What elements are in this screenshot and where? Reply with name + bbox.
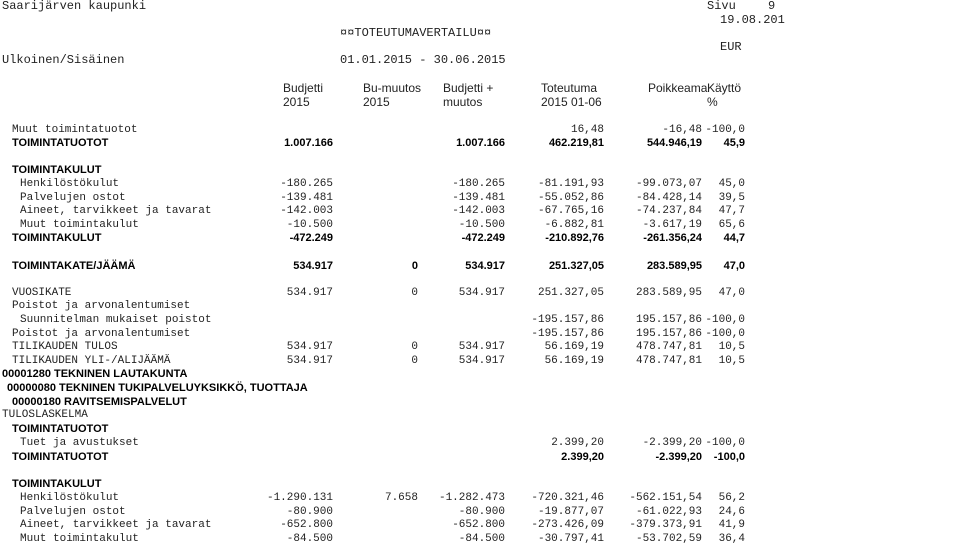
table-row bbox=[0, 137, 960, 150]
cell-value: -100,0 bbox=[705, 437, 745, 449]
cell-value: 45,9 bbox=[723, 137, 745, 149]
row-label: Aineet, tarvikkeet ja tavarat bbox=[20, 519, 212, 531]
cell-value: -180.265 bbox=[452, 178, 505, 190]
row-label: Palvelujen ostot bbox=[20, 506, 126, 518]
row-label: 00001280 TEKNINEN LAUTAKUNTA bbox=[2, 368, 188, 380]
col-change-h1: Bu-muutos bbox=[363, 81, 422, 95]
row-label: 00000180 RAVITSEMISPALVELUT bbox=[12, 396, 187, 408]
cell-value: 478.747,81 bbox=[635, 355, 702, 367]
table-row bbox=[0, 341, 960, 354]
cell-value: -180.265 bbox=[280, 178, 333, 190]
table-row bbox=[0, 355, 960, 368]
cell-value: 534.917 bbox=[458, 355, 505, 367]
row-label: TOIMINTAKULUT bbox=[12, 164, 102, 176]
cell-value: -16,48 bbox=[662, 124, 702, 136]
cell-value: -55.052,86 bbox=[537, 192, 604, 204]
period-label: 01.01.2015 - 30.06.2015 bbox=[340, 53, 506, 67]
cell-value: 283.589,95 bbox=[646, 260, 702, 272]
table-row bbox=[0, 192, 960, 205]
cell-value: 47,0 bbox=[718, 287, 745, 299]
col-actual-h2: 2015 01-06 bbox=[541, 95, 602, 109]
cell-value: 2.399,20 bbox=[561, 451, 604, 463]
col-budget-h1: Budjetti bbox=[283, 81, 324, 95]
cell-value: -1.282.473 bbox=[438, 492, 505, 504]
cell-value: -10.500 bbox=[286, 219, 333, 231]
cell-value: 10,5 bbox=[718, 341, 745, 353]
row-label: Tuet ja avustukset bbox=[20, 437, 139, 449]
cell-value: -53.702,59 bbox=[635, 533, 702, 545]
row-label: TOIMINTATUOTOT bbox=[12, 451, 109, 463]
cell-value: 534.917 bbox=[293, 260, 333, 272]
cell-value: 39,5 bbox=[718, 192, 745, 204]
cell-value: -1.290.131 bbox=[266, 492, 333, 504]
cell-value: -100,0 bbox=[705, 328, 745, 340]
cell-value: 47,7 bbox=[718, 205, 745, 217]
cell-value: -67.765,16 bbox=[537, 205, 604, 217]
cell-value: 0 bbox=[411, 355, 418, 367]
cell-value: 2.399,20 bbox=[551, 437, 604, 449]
cell-value: 16,48 bbox=[570, 124, 604, 136]
col-usage-h1: Käyttö bbox=[707, 81, 742, 95]
table-row bbox=[0, 423, 960, 436]
cell-value: -30.797,41 bbox=[537, 533, 604, 545]
cell-value: -99.073,07 bbox=[635, 178, 702, 190]
table-row bbox=[0, 300, 960, 313]
col-usage-h2: % bbox=[707, 95, 718, 109]
cell-value: -142.003 bbox=[452, 205, 505, 217]
cell-value: -2.399,20 bbox=[642, 437, 702, 449]
cell-value: -379.373,91 bbox=[629, 519, 702, 531]
cell-value: -3.617,19 bbox=[642, 219, 702, 231]
row-label: TILIKAUDEN TULOS bbox=[12, 341, 118, 353]
row-label: TOIMINTATUOTOT bbox=[12, 137, 109, 149]
scope-label: Ulkoinen/Sisäinen bbox=[2, 53, 125, 67]
cell-value: -84.500 bbox=[458, 533, 505, 545]
currency-label: EUR bbox=[720, 40, 742, 54]
cell-value: -10.500 bbox=[458, 219, 505, 231]
cell-value: 24,6 bbox=[718, 506, 745, 518]
cell-value: -562.151,54 bbox=[629, 492, 702, 504]
cell-value: -139.481 bbox=[280, 192, 333, 204]
cell-value: -100,0 bbox=[705, 124, 745, 136]
cell-value: -80.900 bbox=[286, 506, 333, 518]
cell-value: 534.917 bbox=[458, 287, 505, 299]
table-row bbox=[0, 478, 960, 491]
row-label: Muut toimintakulut bbox=[20, 219, 139, 231]
table-row bbox=[0, 124, 960, 137]
row-label: Suunnitelman mukaiset poistot bbox=[20, 314, 212, 326]
table-row bbox=[0, 533, 960, 546]
page-label: Sivu bbox=[707, 0, 736, 13]
cell-value: 544.946,19 bbox=[646, 137, 702, 149]
table-row bbox=[0, 519, 960, 532]
table-row bbox=[0, 396, 960, 409]
cell-value: 1.007.166 bbox=[456, 137, 505, 149]
table-row bbox=[0, 260, 960, 273]
table-row bbox=[0, 205, 960, 218]
cell-value: 534.917 bbox=[465, 260, 505, 272]
cell-value: 0 bbox=[411, 341, 418, 353]
table-row bbox=[0, 232, 960, 245]
cell-value: 534.917 bbox=[286, 287, 333, 299]
cell-value: 36,4 bbox=[718, 533, 745, 545]
table-row bbox=[0, 178, 960, 191]
row-label: TILIKAUDEN YLI-/ALIJÄÄMÄ bbox=[12, 355, 171, 367]
row-label: Poistot ja arvonalentumiset bbox=[12, 328, 191, 340]
cell-value: 47,0 bbox=[723, 260, 745, 272]
cell-value: 251.327,05 bbox=[537, 287, 604, 299]
row-label: Henkilöstökulut bbox=[20, 492, 120, 504]
cell-value: -472.249 bbox=[461, 232, 505, 244]
cell-value: -142.003 bbox=[280, 205, 333, 217]
cell-value: -100,0 bbox=[705, 314, 745, 326]
col-budget-total-h2: muutos bbox=[443, 95, 483, 109]
row-label: TOIMINTAKATE/JÄÄMÄ bbox=[12, 260, 136, 272]
cell-value: 195.157,86 bbox=[635, 328, 702, 340]
cell-value: 44,7 bbox=[723, 232, 745, 244]
table-row bbox=[0, 368, 960, 381]
cell-value: 0 bbox=[411, 260, 418, 272]
cell-value: 251.327,05 bbox=[548, 260, 604, 272]
cell-value: -652.800 bbox=[280, 519, 333, 531]
col-deviation-h1: Poikkeama bbox=[648, 81, 708, 95]
organization-name: Saarijärven kaupunki bbox=[2, 0, 147, 13]
cell-value: -6.882,81 bbox=[544, 219, 604, 231]
table-row bbox=[0, 151, 960, 164]
cell-value: 1.007.166 bbox=[284, 137, 333, 149]
row-label: TULOSLASKELMA bbox=[2, 409, 88, 421]
cell-value: -139.481 bbox=[452, 192, 505, 204]
cell-value: -195.157,86 bbox=[531, 328, 604, 340]
row-label: TOIMINTATUOTOT bbox=[12, 423, 109, 435]
cell-value: 478.747,81 bbox=[635, 341, 702, 353]
table-row bbox=[0, 246, 960, 259]
table-row bbox=[0, 287, 960, 300]
row-label: TOIMINTAKULUT bbox=[12, 232, 102, 244]
cell-value: 10,5 bbox=[718, 355, 745, 367]
cell-value: -84.428,14 bbox=[635, 192, 702, 204]
cell-value: 534.917 bbox=[286, 355, 333, 367]
cell-value: 283.589,95 bbox=[635, 287, 702, 299]
row-label: Palvelujen ostot bbox=[20, 192, 126, 204]
cell-value: -210.892,76 bbox=[545, 232, 604, 244]
report-date: 19.08.201 bbox=[720, 13, 785, 27]
cell-value: 195.157,86 bbox=[635, 314, 702, 326]
cell-value: -261.356,24 bbox=[643, 232, 702, 244]
table-row bbox=[0, 382, 960, 395]
table-row bbox=[0, 274, 960, 287]
table-row bbox=[0, 164, 960, 177]
cell-value: -74.237,84 bbox=[635, 205, 702, 217]
cell-value: 45,0 bbox=[718, 178, 745, 190]
table-row bbox=[0, 219, 960, 232]
cell-value: 534.917 bbox=[458, 341, 505, 353]
table-row bbox=[0, 492, 960, 505]
row-label: Poistot ja arvonalentumiset bbox=[12, 300, 191, 312]
col-budget-total-h1: Budjetti + bbox=[443, 81, 494, 95]
row-label: Muut toimintatuotot bbox=[12, 124, 138, 136]
row-label: VUOSIKATE bbox=[12, 287, 72, 299]
row-label: Muut toimintakulut bbox=[20, 533, 139, 545]
cell-value: 7.658 bbox=[384, 492, 418, 504]
table-row bbox=[0, 464, 960, 477]
cell-value: 56,2 bbox=[718, 492, 745, 504]
cell-value: 0 bbox=[411, 287, 418, 299]
cell-value: -652.800 bbox=[452, 519, 505, 531]
cell-value: 462.219,81 bbox=[548, 137, 604, 149]
row-label: Aineet, tarvikkeet ja tavarat bbox=[20, 205, 212, 217]
cell-value: -19.877,07 bbox=[537, 506, 604, 518]
page-number: 9 bbox=[768, 0, 776, 13]
table-row bbox=[0, 328, 960, 341]
table-row bbox=[0, 437, 960, 450]
col-actual-h1: Toteutuma bbox=[541, 81, 598, 95]
cell-value: 534.917 bbox=[286, 341, 333, 353]
cell-value: -195.157,86 bbox=[531, 314, 604, 326]
table-row bbox=[0, 451, 960, 464]
table-row bbox=[0, 314, 960, 327]
row-label: TOIMINTAKULUT bbox=[12, 478, 102, 490]
col-budget-h2: 2015 bbox=[283, 95, 310, 109]
cell-value: -80.900 bbox=[458, 506, 505, 518]
cell-value: -81.191,93 bbox=[537, 178, 604, 190]
cell-value: -100,0 bbox=[713, 451, 745, 463]
cell-value: 41,9 bbox=[718, 519, 745, 531]
cell-value: -273.426,09 bbox=[531, 519, 604, 531]
table-row bbox=[0, 506, 960, 519]
col-change-h2: 2015 bbox=[363, 95, 390, 109]
cell-value: -720.321,46 bbox=[531, 492, 604, 504]
cell-value: -2.399,20 bbox=[655, 451, 702, 463]
report-title: ¤¤TOTEUTUMAVERTAILU¤¤ bbox=[340, 26, 492, 40]
row-label: 00000080 TEKNINEN TUKIPALVELUYKSIKKÖ, TUOTTAJA bbox=[7, 382, 308, 394]
cell-value: -84.500 bbox=[286, 533, 333, 545]
cell-value: -472.249 bbox=[289, 232, 333, 244]
cell-value: -61.022,93 bbox=[635, 506, 702, 518]
table-row bbox=[0, 409, 960, 422]
row-label: Henkilöstökulut bbox=[20, 178, 120, 190]
cell-value: 56.169,19 bbox=[544, 355, 604, 367]
cell-value: 65,6 bbox=[718, 219, 745, 231]
cell-value: 56.169,19 bbox=[544, 341, 604, 353]
